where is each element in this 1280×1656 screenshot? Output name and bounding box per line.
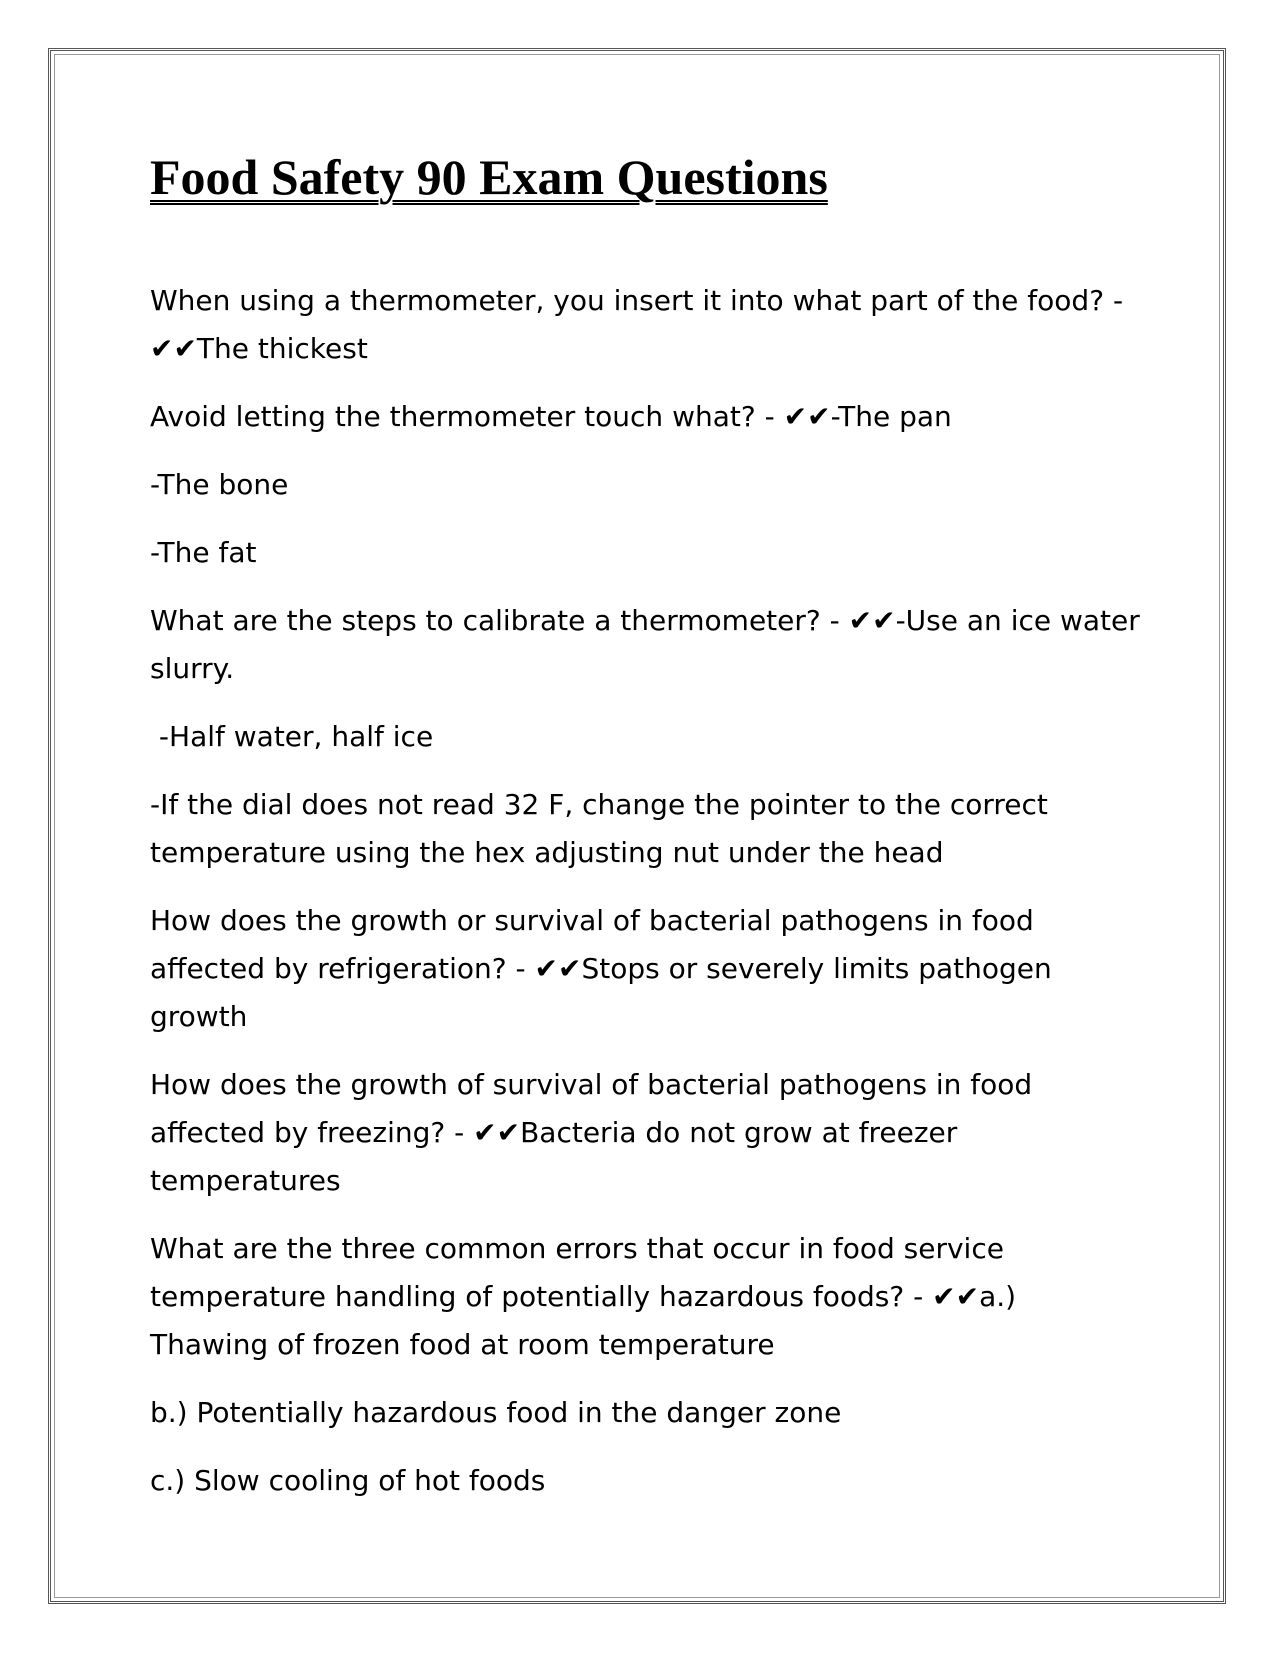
qa-paragraph-1 bbox=[150, 277, 1140, 373]
answer-line: -The bone bbox=[150, 468, 289, 501]
check-marks-icon: ✔✔ bbox=[150, 332, 197, 365]
check-marks-icon: ✔✔ bbox=[932, 1280, 980, 1313]
answer-text: -The pan bbox=[830, 400, 952, 433]
answer-text: The thickest bbox=[196, 332, 368, 365]
question-text: What are the steps to calibrate a thermometer? - bbox=[150, 604, 840, 637]
answer-text: Bacteria do not grow at freezer temperatures bbox=[150, 1116, 967, 1197]
answer-line: -Half water, half ice bbox=[150, 720, 434, 753]
answer-line: -The fat bbox=[150, 536, 257, 569]
answer-text: -Use an ice water slurry. bbox=[150, 604, 1149, 685]
answer-text: a.) Thawing of frozen food at room temperature bbox=[150, 1280, 1025, 1361]
question-text: What are the three common errors that occur in food service temperature handling of potentially hazardous foods? - bbox=[150, 1232, 1013, 1313]
qa-paragraph-3 bbox=[150, 597, 1149, 693]
question-text: How does the growth or survival of bacterial pathogens in food affected by refrigeration? - bbox=[150, 904, 1043, 985]
question-text: How does the growth of survival of bacterial pathogens in food affected by freezing? - bbox=[150, 1068, 1042, 1149]
qa-paragraph-6 bbox=[150, 1225, 1140, 1369]
qa-list bbox=[150, 277, 1149, 1505]
qa-paragraph-2 bbox=[150, 393, 1140, 441]
document-content bbox=[150, 149, 1149, 1525]
qa-paragraph-4 bbox=[150, 897, 1140, 1041]
check-marks-icon: ✔✔ bbox=[783, 400, 831, 433]
answer-line: c.) Slow cooling of hot foods bbox=[150, 1464, 546, 1497]
check-marks-icon: ✔✔ bbox=[534, 952, 582, 985]
question-text: When using a thermometer, you insert it into what part of the food? - bbox=[150, 284, 1124, 317]
answer-line: -If the dial does not read 32 F, change the pointer to the correct temperature using the hex adjusting nut under the head bbox=[150, 788, 1057, 869]
document-title: Food Safety 90 Exam Questions bbox=[150, 149, 828, 205]
answer-line: b.) Potentially hazardous food in the danger zone bbox=[150, 1396, 842, 1429]
check-marks-icon: ✔✔ bbox=[473, 1116, 521, 1149]
check-marks-icon: ✔✔ bbox=[848, 604, 896, 637]
qa-paragraph-5 bbox=[150, 1061, 1140, 1205]
question-text: Avoid letting the thermometer touch what? - bbox=[150, 400, 775, 433]
answer-text: Stops or severely limits pathogen growth bbox=[150, 952, 1061, 1033]
